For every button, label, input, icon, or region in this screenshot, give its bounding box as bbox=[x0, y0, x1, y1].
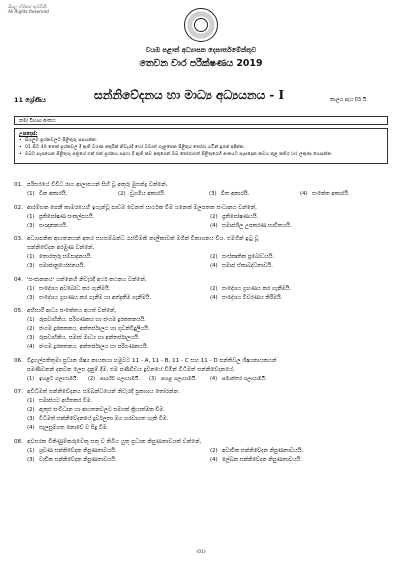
option-text: සංදේශය විවරණය කිරීමයි. bbox=[222, 294, 283, 301]
option-text: වාචික සන්නිවේදන නිපුණතාවයයි. bbox=[39, 456, 117, 463]
option-number: (3) bbox=[27, 456, 35, 463]
question-number: 07. bbox=[14, 389, 23, 395]
answer-option[interactable] bbox=[210, 253, 393, 262]
answer-option[interactable] bbox=[27, 397, 387, 406]
option-number: (2) bbox=[27, 326, 35, 332]
option-number: (4) bbox=[27, 344, 35, 350]
options-row bbox=[27, 190, 394, 199]
answer-option[interactable] bbox=[27, 415, 387, 424]
answer-option[interactable] bbox=[27, 343, 387, 352]
question-1 bbox=[14, 181, 394, 199]
answer-option[interactable] bbox=[27, 294, 210, 303]
grade-label: 11 ශ්‍රේණිය bbox=[14, 96, 46, 104]
option-text: සංදේශය අවබෝධ කර ගැනීමයි. bbox=[39, 285, 111, 292]
option-number: (4) bbox=[210, 222, 218, 229]
options-row bbox=[27, 424, 394, 433]
question-stem bbox=[14, 276, 394, 285]
answer-options bbox=[14, 447, 394, 465]
option-text: සංඥානනයයි. bbox=[39, 222, 68, 229]
option-text: ඇතුළු සංවිධාන හා ආයතනවලට සමගක් ක්‍රියාත්මක වීම. bbox=[39, 407, 165, 413]
option-text: සැලසුම්ගත නොවේ ව සිදු වීම. bbox=[39, 425, 109, 431]
option-text: ජංගම දුරකතනය, අන්තර්ජාලය හා පරිගණකයයි. bbox=[39, 344, 149, 350]
option-number: (2) bbox=[210, 213, 218, 220]
question-list bbox=[14, 181, 394, 469]
answer-option[interactable] bbox=[27, 190, 118, 199]
question-number: 02. bbox=[14, 204, 23, 211]
instruction-item: • 01 සිට 40 තෙක් ප්‍රශ්නවල දී ඇති වරණ අතුරින් නිවැරදි හෝ වඩාත් ගැළපෙන පිළිතුර තෝරා යටින් ඉරක් අඳින්න. bbox=[19, 144, 383, 151]
option-text: සමාන්තර ගලායාමයි. bbox=[222, 375, 267, 382]
option-number: (2) bbox=[210, 447, 218, 454]
answer-option[interactable] bbox=[210, 447, 393, 456]
answer-options bbox=[14, 190, 394, 199]
answer-option[interactable] bbox=[210, 262, 393, 271]
answer-option[interactable] bbox=[88, 375, 149, 384]
answer-option[interactable] bbox=[210, 456, 393, 465]
exam-title: තෙවන වාර පරීක්ෂණය 2019 bbox=[139, 58, 263, 69]
option-text: ජංගම දුරකතනය, අන්තර්ජාලය හා ගුවන්විදුලියයි. bbox=[39, 326, 150, 332]
question-7 bbox=[14, 388, 394, 433]
option-number: (1) bbox=[27, 317, 35, 323]
option-number: (2) bbox=[210, 254, 218, 260]
options-row bbox=[27, 415, 394, 424]
answer-option[interactable] bbox=[27, 456, 210, 465]
options-row bbox=[27, 406, 394, 415]
question-text: අවිධිමත් සන්නිවේදනය සම්බන්ධයෙන් නිවැරදි ප්‍රකාශය තෝරන්න. bbox=[27, 389, 180, 395]
answer-option[interactable] bbox=[27, 447, 210, 456]
option-number: (3) bbox=[27, 416, 35, 422]
answer-option[interactable] bbox=[118, 190, 209, 199]
question-8 bbox=[14, 438, 394, 465]
options-row bbox=[27, 375, 394, 384]
option-number: (4) bbox=[210, 294, 218, 301]
option-number: (2) bbox=[118, 191, 126, 197]
option-text: විත අකාරයි. bbox=[221, 191, 250, 197]
crest-center-icon bbox=[194, 18, 208, 32]
answer-option[interactable] bbox=[27, 253, 210, 262]
option-text: සමාජානුයෝජනයයි. bbox=[39, 263, 86, 269]
options-row bbox=[27, 325, 394, 334]
option-text: ඩුගමීය අකාරයි. bbox=[130, 191, 166, 197]
question-number: 03. bbox=[14, 236, 23, 242]
question-number: 06. bbox=[14, 357, 23, 364]
option-text: සංදේශය ග්‍රහණය කර ගැනීමයි. bbox=[222, 285, 292, 292]
options-row bbox=[27, 334, 394, 343]
option-text: ඉහළට ගලායාමයි. bbox=[39, 375, 79, 382]
option-text: සමාජ ඒකාබද්ධතාවයි. bbox=[222, 263, 273, 269]
option-text: විධිමත් සන්නිවේදනයේ දුර්වලතා මග හරවාගත හැකි වීම. bbox=[39, 416, 169, 422]
answer-option[interactable] bbox=[210, 222, 393, 231]
option-text: රූපවාහිනිය, පරිගණකය හා ජංගම දුරකතනයයි. bbox=[39, 317, 146, 323]
option-number: (3) bbox=[27, 294, 35, 301]
question-stem bbox=[14, 204, 394, 213]
question-text: අවසරක විකිණුම්කරුවෙකු සතු ව තිබිය යුතු ප්‍රධාන නිපුණතාවයක් වන්නේ, bbox=[27, 438, 202, 445]
rights-sinhala: සියලු හිමිකම් ඇවිරිණි bbox=[8, 4, 47, 9]
option-number: (1) bbox=[27, 398, 35, 404]
question-text-continued: සන්නිවේදන අරමුණ වන්නේ, bbox=[27, 245, 95, 251]
option-text: අවාචික සන්නිවේදන නිපුණතාවයයි. bbox=[222, 447, 304, 454]
option-number: (1) bbox=[27, 285, 35, 292]
option-number: (4) bbox=[210, 263, 218, 269]
option-number: (1) bbox=[27, 375, 35, 382]
answer-options bbox=[14, 375, 394, 384]
option-text: ශ්‍රවණ සන්නිවේදන නිපුණතාවයයි. bbox=[39, 447, 117, 454]
option-number: (4) bbox=[210, 375, 218, 382]
instructions-title: උපදෙස්: bbox=[19, 131, 38, 137]
question-4 bbox=[14, 276, 394, 303]
option-number: (1) bbox=[27, 254, 35, 260]
name-index-field[interactable] bbox=[14, 116, 388, 125]
options-row bbox=[27, 285, 394, 294]
option-text: සමාජශීල උපකරණ භාවිතයයි. bbox=[222, 222, 292, 229]
answer-options bbox=[14, 285, 394, 303]
option-number: (2) bbox=[27, 407, 35, 413]
option-number: (2) bbox=[210, 285, 218, 292]
question-text: අධ්‍යාපනික ආයතනයන් අතර සහසම්බන්ධ රැස්වීමකි නාලිකාවක් මගින් විකාශනය වීය. එමගින් ඉටු වූ bbox=[27, 236, 259, 242]
answer-options bbox=[14, 253, 394, 271]
question-stem bbox=[14, 181, 394, 190]
answer-option[interactable] bbox=[27, 213, 210, 222]
question-number: 01. bbox=[14, 182, 23, 188]
answer-option[interactable] bbox=[27, 285, 210, 294]
option-text: ප්‍රතිපෝෂණයයි. bbox=[222, 213, 259, 220]
subject-title: සන්නිවේදනය හා මාධ්‍ය අධ්‍යයනය - I bbox=[94, 88, 285, 102]
answer-option[interactable] bbox=[210, 294, 393, 303]
option-number: (3) bbox=[209, 191, 217, 197]
option-number: (1) bbox=[27, 191, 35, 197]
question-text: අභිසාරී ආධ්‍ය සංකේතය අයත් වන්නේ, bbox=[27, 308, 117, 314]
question-number: 08. bbox=[14, 438, 23, 445]
answer-option[interactable] bbox=[27, 406, 387, 415]
question-stem bbox=[14, 307, 394, 316]
option-text: සමාජයට අහිතකර වීම. bbox=[39, 398, 93, 404]
answer-option[interactable] bbox=[27, 325, 387, 334]
department-crest-icon bbox=[184, 8, 218, 42]
question-text: ආරම්භක පෙනී කාමරයෙහි ඉගැන්වූ පාඩම වෙනත් සාර්ථක විම යනෙක් මලපතක සංධානය වන්නේ, bbox=[27, 204, 257, 211]
option-text: රූපවාහිනිය, සමාජ මාධ්‍ය හා අන්තර්ජාලයයි. bbox=[39, 335, 140, 341]
answer-option[interactable] bbox=[210, 285, 393, 294]
answer-option[interactable] bbox=[27, 222, 210, 231]
option-text: තොරතුරු සම්පාදනයයි. bbox=[39, 254, 93, 260]
option-number: (1) bbox=[27, 447, 35, 454]
option-text: වින අකාරයි. bbox=[39, 191, 68, 197]
options-row bbox=[27, 294, 394, 303]
rights-notice bbox=[8, 4, 49, 14]
question-number: 05. bbox=[14, 308, 23, 314]
option-text: සංස්කෘතික ප්‍රබෝධයයි. bbox=[222, 254, 275, 260]
options-row bbox=[27, 397, 394, 406]
instruction-item: • සියලුම ප්‍රශ්නවලට පිළිතුරු සපයන්න. bbox=[19, 137, 383, 144]
instruction-item: • ඔබට සැපයෙන පිළිතුරු පත්‍රයේ එක් එක් ප්‍රශ්නය සඳහා දී ඇති කව අතුරෙන් ඔබ තෝරාගත් පිළිතුරෙහි අංකයට සැසඳෙන කවය තුළ කතිර (x) ලකුණ යොදන්න. bbox=[19, 151, 383, 158]
question-3 bbox=[14, 235, 394, 271]
answer-options bbox=[14, 397, 394, 433]
options-row bbox=[27, 253, 394, 262]
question-text: 'සංජානනය' යන්නෙහි නිවැරදි අර්ථ කථනය වන්නේ, bbox=[27, 276, 147, 283]
question-number: 04. bbox=[14, 276, 23, 283]
answer-option[interactable] bbox=[27, 334, 387, 343]
answer-option[interactable] bbox=[209, 190, 300, 199]
options-row bbox=[27, 447, 394, 456]
answer-option[interactable] bbox=[27, 262, 210, 271]
option-number: (4) bbox=[27, 425, 35, 431]
instructions-box bbox=[14, 128, 388, 164]
option-text: සංකේත අකාරයි. bbox=[312, 191, 350, 197]
option-text: ප්‍රතිපෝෂණ සංකල්පයයි. bbox=[39, 213, 95, 220]
question-5 bbox=[14, 307, 394, 352]
question-6 bbox=[14, 357, 394, 384]
name-index-label: නම/ විභාග අංකය: bbox=[19, 119, 57, 124]
options-row bbox=[27, 222, 394, 231]
answer-option[interactable] bbox=[27, 375, 88, 384]
question-stem bbox=[14, 235, 394, 244]
question-text: විදුහල්පතිතුමා ප්‍රධාන ශිෂ්‍ය නායකයා හමුවට 11 - A, 11 - B, 11 - C සහ 11 - D පන්තිවල ශිෂ්‍යනායකයන් bbox=[27, 357, 277, 364]
answer-option[interactable] bbox=[210, 213, 393, 222]
answer-options bbox=[14, 213, 394, 231]
question-stem bbox=[14, 357, 394, 366]
answer-option[interactable] bbox=[300, 190, 391, 199]
department-name: වයඹ පළාත් අධ්‍යාපන දෙපාර්තමේන්තුව bbox=[145, 46, 257, 54]
options-row bbox=[27, 213, 394, 222]
options-row bbox=[27, 316, 394, 325]
option-number: (4) bbox=[210, 456, 218, 463]
answer-option[interactable] bbox=[149, 375, 210, 384]
answer-option[interactable] bbox=[210, 375, 271, 384]
option-number: (2) bbox=[88, 375, 96, 382]
option-number: (3) bbox=[149, 375, 157, 382]
option-number: (3) bbox=[27, 335, 35, 341]
option-text: ලේඛන සන්නිවේදන නිපුණතාවයයි. bbox=[222, 456, 302, 463]
question-stem bbox=[14, 388, 394, 397]
option-text: පාර්ශ්ව ගලායාමයි. bbox=[100, 375, 140, 382]
time-allowed: කාලය පැය 03 යි. bbox=[330, 97, 368, 103]
question-2 bbox=[14, 204, 394, 231]
option-text: සංදේශය ග්‍රහණය කර ගැනීම හා අත්දැකීම ගැනීමයි. bbox=[39, 294, 152, 301]
option-number: (4) bbox=[300, 191, 308, 197]
option-number: (1) bbox=[27, 213, 35, 220]
question-stem bbox=[14, 438, 394, 447]
answer-option[interactable] bbox=[27, 424, 387, 433]
rights-english: All Rights Reserved bbox=[8, 9, 49, 14]
answer-option[interactable] bbox=[27, 316, 387, 325]
page-number: (01) bbox=[196, 550, 206, 555]
option-number: (3) bbox=[27, 263, 35, 269]
option-number: (3) bbox=[27, 222, 35, 229]
options-row bbox=[27, 262, 394, 271]
question-text: පරිසරයේ විවිධ රාග ආලාපයන් සිහි වූ අකුරු මුසන්ද්‍ර වන්නේ, bbox=[27, 182, 168, 188]
answer-options bbox=[14, 316, 394, 352]
question-text-continued: පමණිවනන් දනවන ලෙස දැනුම් දීම. එම පණිවිඩය දුවනයේ විමින් විධිමත් සන්නිවේදනයේ, bbox=[27, 366, 235, 373]
options-row bbox=[27, 456, 394, 465]
options-row bbox=[27, 343, 394, 352]
option-text: පහළ ගලායාමයි. bbox=[161, 375, 197, 382]
